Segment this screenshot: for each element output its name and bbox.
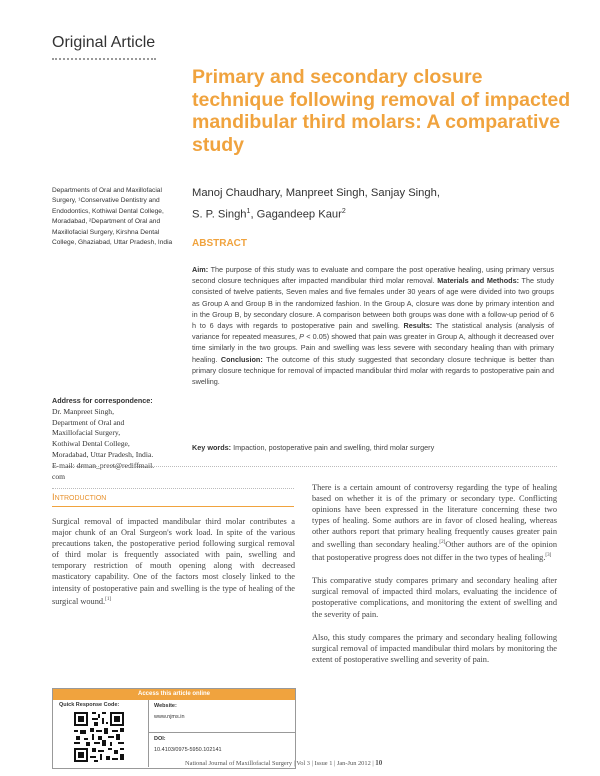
- website-link[interactable]: www.njms.in: [154, 714, 185, 720]
- doi-value[interactable]: 10.4103/0975-5950.102141: [154, 747, 222, 753]
- author-list: [192, 185, 562, 224]
- paragraph: Also, this study compares the primary and secondary healing following surgical removal of impacted mandibular third molars by monitoring the extent of postoperative swelling and severity of pain.: [312, 632, 557, 664]
- correspondence-email[interactable]: E-mail: drman_preet@rediffmail.: [52, 460, 155, 470]
- page-number: 10: [375, 759, 383, 767]
- access-box-title: Access this article online: [53, 689, 295, 700]
- access-online-box: [52, 688, 296, 769]
- paragraph: There is a certain amount of controversy regarding the type of healing based on whether it is of the primary or secondary type. Conflicting opinions have been expressed in the literature concerning these two types of healing. Some authors are in favor of closed healing, whereas other authors report that primary healing frequently causes greater pain and swelling than secondary healing.[2]Other authors are of the opinion that postoperative progress does not differ in the two types of healing.[3]: [312, 483, 557, 563]
- author-line-2: S. P. Singh$^1$, Gagandeep Kaur$^2$: [192, 207, 346, 221]
- website-cell: [149, 700, 295, 733]
- keywords: Key words: Impaction, postoperative pain and swelling, third molar surgery: [192, 443, 435, 452]
- correspondence-address: Address for correspondence: Dr. Manpreet Singh, Department of Oral and Maxillofacial Surgery, Kothiwal Dental College, Moradabad, Uttar Pradesh, India. E-mail: drman_preet@rediffmail. com: [52, 396, 182, 482]
- website-label: Website:: [154, 703, 177, 709]
- affiliations: Departments of Oral and Maxillofacial Surgery, ¹Conservative Dentistry and Endodontics, Kothiwal Dental College, Moradabad, ²Department of Oral and Maxillofacial Surgery, Kirshna Dental College, Ghaziabad, Uttar Pradesh, India: [52, 187, 173, 247]
- paragraph: Surgical removal of impacted mandibular third molar contributes a major chunk of an Oral Surgeon's work load. In spite of the various precautions taken, the postoperative period following surgical removal of third molar is frequently associated with pain, swelling and temporary restriction of mouth opening along with decreased masticatory capability. One of the factors most closely linked to the intensity of postoperative pain and swelling is the type of healing of the surgical wound.[1]: [52, 517, 295, 606]
- qr-label: Quick Response Code:: [59, 702, 120, 708]
- article-title: Primary and secondary closure technique following removal of impacted mandibular third molars: A comparative study: [192, 66, 571, 156]
- section-label: Original Article: [52, 34, 156, 51]
- divider: [52, 466, 557, 467]
- section-divider: [52, 58, 156, 60]
- qr-code-icon: [74, 712, 124, 762]
- footer-journal: National Journal of Maxillofacial Surgery | Vol 3 | Issue 1 | Jan-Jun 2012 |: [185, 760, 374, 767]
- abstract-body: Aim: The purpose of this study was to evaluate and compare the post operative healing, using primary versus second closure techniques after impacted mandibular third molar removal. Materials and Methods: The study consisted of twelve patients, Seven males and five females under 30 years of age were divided into two groups as Group A and Group B in the randomized fashion. In the Group A, closure was done by primary intention and in the Group B, by secondary closure. A comparison between both groups was done with a follow-up period of 6 h to 6 days with regards to postoperative pain and swelling. Results: The statistical analysis (analysis of variance for repeated measures, P < 0.05) showed that pain was greater in Group A, although it decreased over time similarly in the two groups. Pain and swelling was less severe with secondary healing than with primary healing. Conclusion: The outcome of this study suggested that secondary closure technique is better than primary closure technique for removal of impacted mandibular third molar with regards to postoperative pain and swelling.: [192, 265, 555, 387]
- page-footer: [185, 759, 382, 767]
- doi-label: DOI:: [154, 736, 166, 742]
- paragraph: This comparative study compares primary and secondary healing after surgical removal of impacted third molars, evaluating the incidence of postoperative complications, and monitoring the extent of swelling and the severity of pain.: [312, 576, 557, 619]
- abstract-heading: ABSTRACT: [192, 238, 247, 249]
- introduction-heading: Introduction: [52, 488, 294, 507]
- correspondence-heading: Address for correspondence:: [52, 396, 153, 405]
- right-column: [312, 482, 557, 677]
- left-column: [52, 516, 295, 619]
- qr-cell: [53, 700, 149, 767]
- author-line-1: Manoj Chaudhary, Manpreet Singh, Sanjay Singh,: [192, 187, 440, 199]
